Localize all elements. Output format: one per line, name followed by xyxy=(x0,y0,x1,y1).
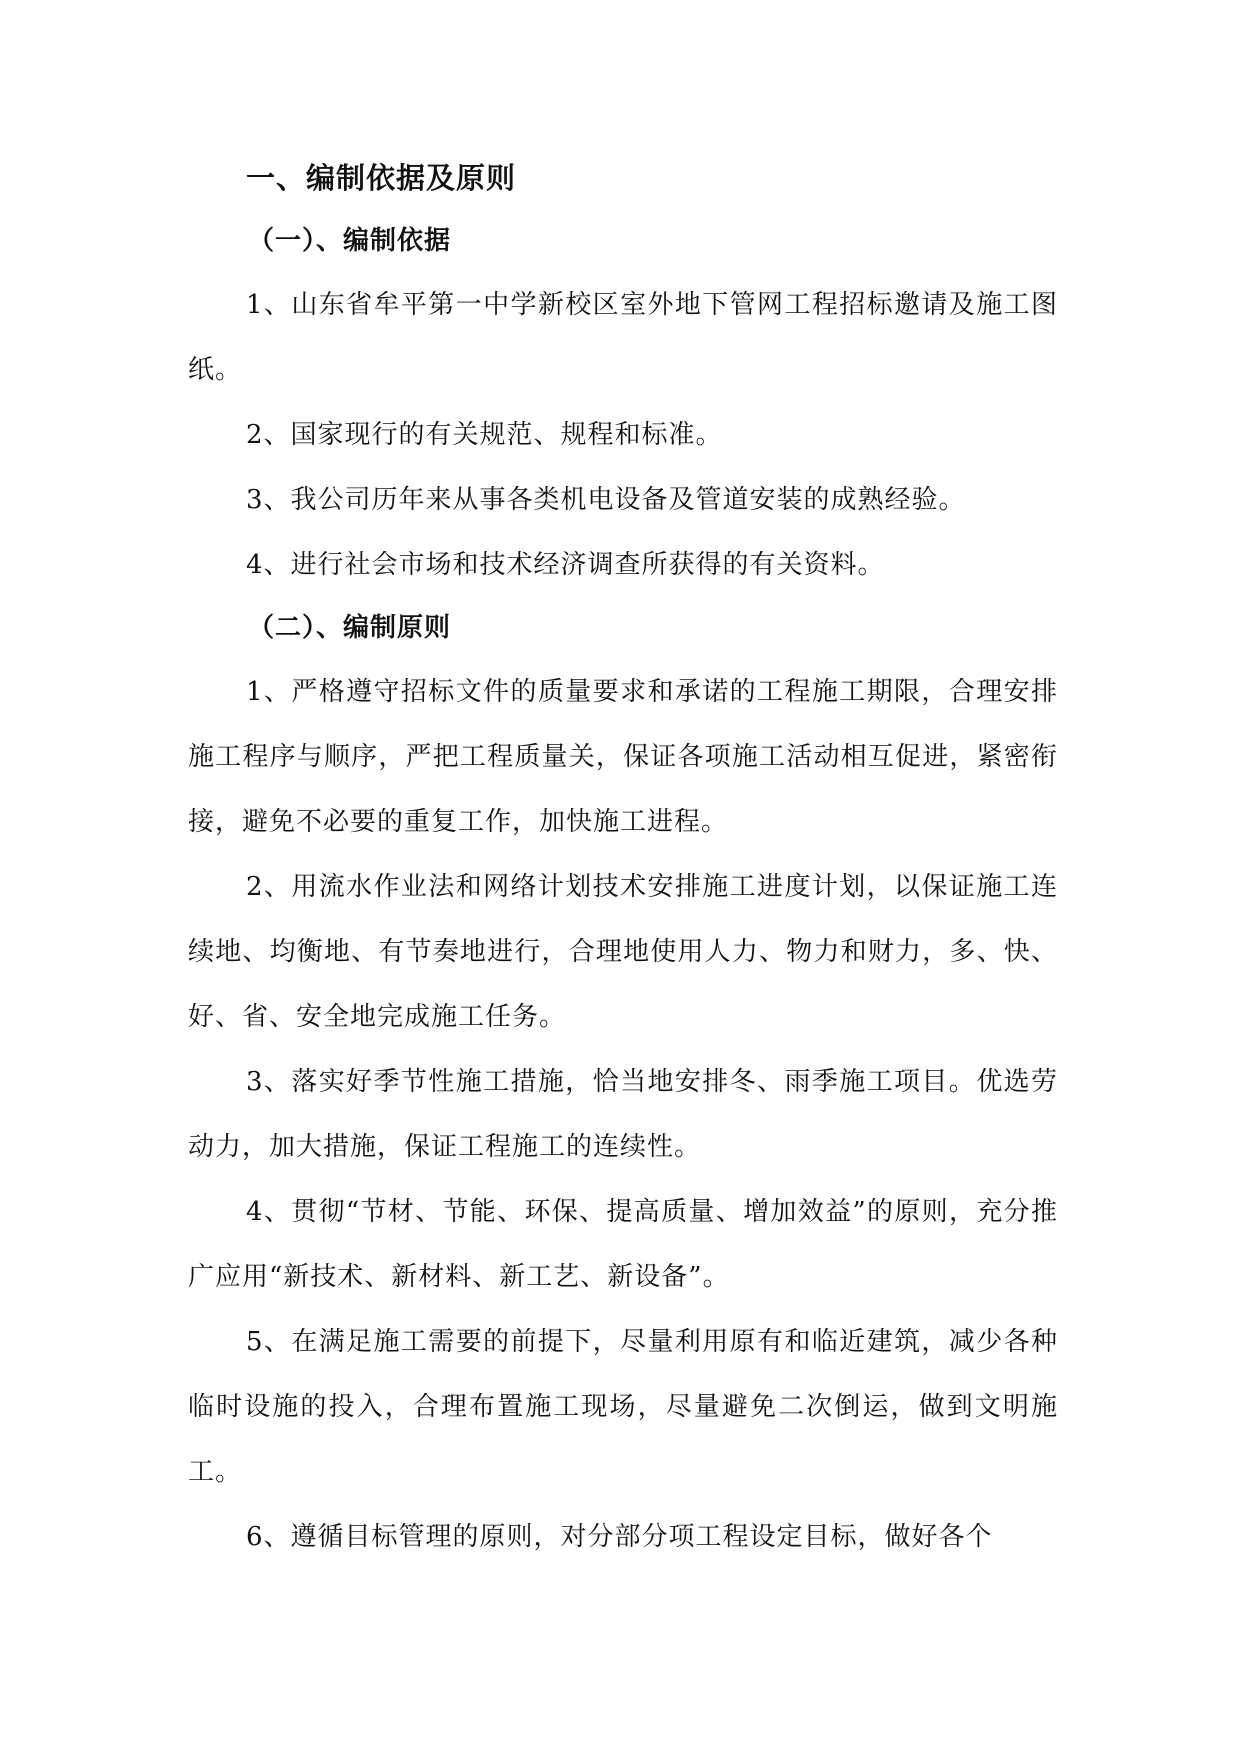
spacer xyxy=(188,257,1058,273)
document-body xyxy=(188,150,1058,1570)
paragraph: 1、严格遵守招标文件的质量要求和承诺的工程施工期限，合理安排施工程序与顺序，严把工程质量关，保证各项施工活动相互促进，紧密衔接，避免不必要的重复工作，加快施工进程。 xyxy=(188,677,1058,837)
paragraph: 5、在满足施工需要的前提下，尽量利用原有和临近建筑，减少各种临时设施的投入，合理布置施工现场，尽量避免二次倒运，做到文明施工。 xyxy=(188,1327,1058,1487)
paragraph: 4、贯彻“节材、节能、环保、提高质量、增加效益”的原则，充分推广应用“新技术、新材料、新工艺、新设备”。 xyxy=(188,1197,1058,1292)
paragraph: 1、山东省牟平第一中学新校区室外地下管网工程招标邀请及施工图纸。 xyxy=(188,290,1058,385)
subsection-heading-basis: （一）、编制依据 xyxy=(248,226,452,256)
section-heading: 一、编制依据及原则 xyxy=(246,161,517,195)
paragraph: 2、国家现行的有关规范、规程和标准。 xyxy=(246,420,723,450)
paragraph: 6、遵循目标管理的原则，对分部分项工程设定目标，做好各个 xyxy=(246,1522,993,1552)
paragraph: 3、我公司历年来从事各类机电设备及管道安装的成熟经验。 xyxy=(246,485,966,515)
paragraph: 4、进行社会市场和技术经济调查所获得的有关资料。 xyxy=(246,550,885,580)
paragraph: 3、落实好季节性施工措施，恰当地安排冬、雨季施工项目。优选劳动力，加大措施，保证工程施工的连续性。 xyxy=(188,1067,1058,1162)
subsection-heading-principles: （二）、编制原则 xyxy=(248,613,452,643)
spacer xyxy=(188,644,1058,660)
paragraph: 2、用流水作业法和网络计划技术安排施工进度计划，以保证施工连续地、均衡地、有节奏地进行，合理地使用人力、物力和财力，多、快、好、省、安全地完成施工任务。 xyxy=(188,872,1058,1032)
